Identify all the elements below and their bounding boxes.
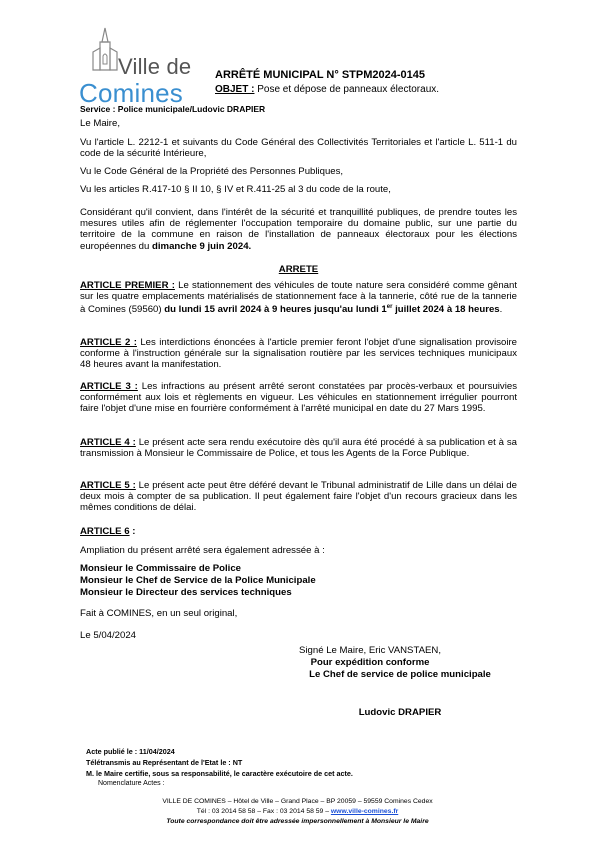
footer-contact — [0, 808, 595, 815]
nomenclature: Nomenclature Actes : — [98, 780, 165, 787]
recipient-chef-police: Monsieur le Chef de Service de la Police Municipale — [80, 575, 316, 586]
vu-code-route: Vu les articles R.417-10 § II 10, § IV et R.411-25 al 3 du code de la route, — [80, 184, 391, 195]
service-line: Service : Police municipale/Ludovic DRAPIER — [80, 104, 266, 114]
recipient-services-techniques: Monsieur le Directeur des services techniques — [80, 587, 292, 598]
acte-publie: Acte publié le : 11/04/2024 — [86, 747, 175, 756]
considerant — [80, 207, 517, 252]
teletransmis: Télétransmis au Représentant de l'Etat le : NT — [86, 758, 243, 767]
considerant-text: Considérant qu'il convient, dans l'intérêt de la sécurité et tranquillité publiques, de prendre toutes les mesures utiles afin de réglementer l'occupation temporaire du domaine public, sur une partie du territoire de la commune en raison de l'installation de panneaux électoraux pour les élections européennes du — [80, 207, 517, 252]
church-icon — [90, 26, 120, 76]
article-2 — [80, 337, 517, 371]
fait-a-line: Fait à COMINES, en un seul original, — [80, 608, 238, 619]
ampliation-intro: Ampliation du présent arrêté sera également adressée à : — [80, 545, 325, 556]
article-5 — [80, 480, 517, 514]
date-line: Le 5/04/2024 — [80, 630, 137, 641]
arrete-heading: ARRETE — [278, 264, 319, 275]
article-2-text: Les interdictions énoncées à l'article premier feront l'objet d'une signalisation provisoire conforme à l'instruction générale sur la signalisation routière par les services techniques municipaux 48 heures avant la manifestation. — [80, 337, 518, 371]
footer-tel: Tél : 03 2014 58 58 – Fax : 03 2014 58 59 – — [196, 808, 331, 815]
article-premier-end: . — [499, 304, 503, 316]
signe-line: Signé Le Maire, Eric VANSTAEN, — [299, 645, 441, 656]
article-5-label: ARTICLE 5 : — [80, 480, 136, 491]
article-6-label: ARTICLE 6 — [80, 526, 130, 537]
objet-text: Pose et dépose de panneaux électoraux. — [254, 84, 440, 95]
article-6-colon: : — [129, 526, 136, 537]
signatory-name: Ludovic DRAPIER — [358, 707, 442, 718]
considerant-date: dimanche 9 juin 2024. — [152, 240, 252, 252]
objet-label: OBJET : — [215, 84, 255, 95]
article-premier — [80, 280, 517, 316]
document-title: ARRÊTÉ MUNICIPAL N° STPM2024-0145 — [215, 69, 425, 81]
article-3-text: Les infractions au présent arrêté seront constatées par procès-verbaux et poursuivies conformément aux lois et règlements en vigueur. Les véhicules en stationnement irrégulier pourront faire l'objet d'une mise en fourrière conformément à l'arrêté municipal en date du 27 Mars 1995. — [80, 381, 517, 415]
article-3-label: ARTICLE 3 : — [80, 381, 138, 392]
logo-text-ville: Ville de — [118, 54, 192, 79]
maire-line: Le Maire, — [80, 118, 120, 129]
expedition-line: Pour expédition conforme — [310, 657, 430, 668]
footer-address: VILLE DE COMINES – Hôtel de Ville – Grand Place – BP 20059 – 59559 Comines Cedex — [162, 798, 433, 805]
article-premier-label: ARTICLE PREMIER : — [80, 280, 175, 291]
recipient-commissaire: Monsieur le Commissaire de Police — [80, 563, 242, 574]
vu-cgct: Vu l'article L. 2212-1 et suivants du Code Général des Collectivités Territoriales et l'article L. 511-1 du code de la sécurité Intérieure, — [80, 137, 517, 160]
logo-text-comines: Comines — [79, 78, 183, 108]
chef-service-line: Le Chef de service de police municipale — [309, 669, 491, 680]
article-2-label: ARTICLE 2 : — [80, 337, 137, 348]
article-6 — [80, 526, 517, 537]
article-3 — [80, 381, 517, 415]
article-premier-text: Le stationnement des véhicules de toute nature sera considéré comme gênant sur les quatre emplacements matérialisés de stationnement face à la tannerie, côté rue de la tannerie à Comines (59560) — [80, 280, 517, 316]
objet-line — [215, 84, 439, 95]
certification: M. le Maire certifie, sous sa responsabilité, le caractère exécutoire de cet acte. — [86, 769, 353, 778]
footer-correspondance: Toute correspondance doit être adressée impersonnellement à Monsieur le Maire — [166, 818, 429, 825]
article-4 — [80, 437, 517, 459]
article-premier-dates-a: du lundi 15 avril 2024 à 9 heures jusqu'au lundi 1 — [164, 304, 387, 316]
vu-cgppp: Vu le Code Général de la Propriété des Personnes Publiques, — [80, 166, 344, 177]
article-premier-sup: er — [386, 304, 393, 311]
article-5-text: Le présent acte peut être déféré devant le Tribunal administratif de Lille dans un délai de deux mois à compter de sa publication. Il peut également faire l'objet d'un recours gracieux dans les mêmes conditions de délai. — [80, 480, 517, 514]
website-link[interactable]: www.ville-comines.fr — [330, 808, 399, 815]
article-4-label: ARTICLE 4 : — [80, 437, 136, 448]
article-4-text: Le présent acte sera rendu exécutoire dès qu'il aura été procédé à sa publication et à sa transmission à Monsieur le Commissaire de Police, et tous les Agents de la Force Publique. — [80, 437, 517, 460]
article-premier-dates-b: juillet 2024 à 18 heures — [392, 304, 500, 316]
